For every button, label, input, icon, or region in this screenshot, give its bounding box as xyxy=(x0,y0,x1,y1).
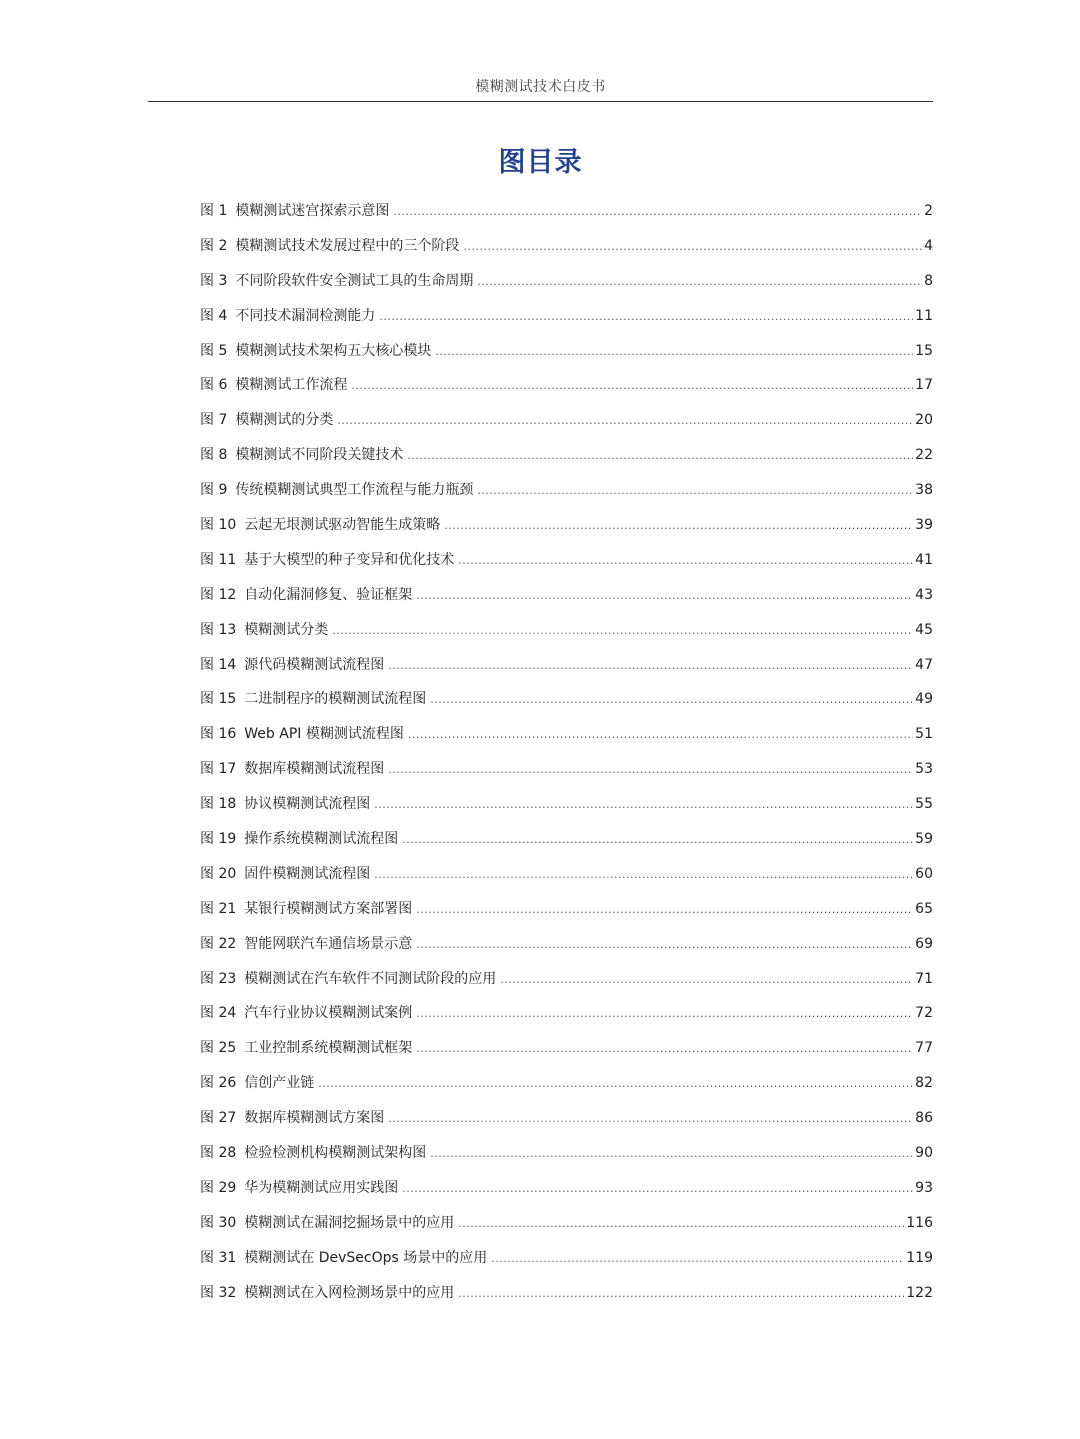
dot-leader xyxy=(416,1001,913,1027)
toc-entry-label: 图 8 xyxy=(200,447,228,464)
dot-leader xyxy=(416,583,913,609)
toc-entry[interactable] xyxy=(200,966,933,1001)
toc-entry-title: 操作系统模糊测试流程图 xyxy=(244,831,399,848)
toc-entry-label: 图 16 xyxy=(200,726,237,743)
toc-entry[interactable] xyxy=(200,582,933,617)
toc-entry[interactable] xyxy=(200,268,933,303)
running-header: 模糊测试技术白皮书 xyxy=(475,79,606,95)
toc-entry[interactable] xyxy=(200,1000,933,1035)
dot-leader xyxy=(374,792,913,818)
dot-leader xyxy=(374,862,913,888)
toc-entry-title: 基于大模型的种子变异和优化技术 xyxy=(244,551,455,568)
toc-entry[interactable] xyxy=(200,1105,933,1140)
toc-entry-page-number: 82 xyxy=(915,1075,933,1092)
dot-leader xyxy=(351,373,913,399)
dot-leader xyxy=(458,548,913,574)
toc-entry-title: 不同技术漏洞检测能力 xyxy=(235,307,376,324)
toc-entry[interactable] xyxy=(200,233,933,268)
toc-entry-title: 模糊测试在入网检测场景中的应用 xyxy=(244,1284,455,1301)
toc-entry-label: 图 27 xyxy=(200,1110,237,1127)
toc-entry-label: 图 13 xyxy=(200,621,237,638)
toc-entry-title: 汽车行业协议模糊测试案例 xyxy=(244,1005,413,1022)
toc-entry-label: 图 6 xyxy=(200,377,228,394)
toc-entry-page-number: 119 xyxy=(906,1249,933,1266)
toc-entry[interactable] xyxy=(200,931,933,966)
toc-entry[interactable] xyxy=(200,442,933,477)
toc-entry-page-number: 39 xyxy=(915,517,933,534)
toc-entry-page-number: 86 xyxy=(915,1110,933,1127)
toc-entry-title: 模糊测试迷宫探索示意图 xyxy=(235,203,390,219)
dot-leader xyxy=(337,408,913,434)
toc-entry-page-number: 72 xyxy=(915,1005,933,1022)
toc-entry-label: 图 3 xyxy=(200,272,228,289)
toc-entry-page-number: 45 xyxy=(915,621,933,638)
toc-entry-title: 检验检测机构模糊测试架构图 xyxy=(244,1145,427,1162)
toc-entry-label: 图 4 xyxy=(200,307,228,324)
toc-entry[interactable] xyxy=(200,1035,933,1070)
toc-entry-title: 云起无垠测试驱动智能生成策略 xyxy=(244,517,441,534)
dot-leader xyxy=(416,1036,913,1062)
toc-entry-label: 图 20 xyxy=(200,865,237,882)
dot-leader xyxy=(491,1246,904,1272)
dot-leader xyxy=(463,234,922,260)
header-rule xyxy=(148,101,933,102)
toc-entry-title: 模糊测试技术发展过程中的三个阶段 xyxy=(235,237,460,254)
toc-entry-title: 智能网联汽车通信场景示意 xyxy=(244,935,413,952)
toc-entry-title: 模糊测试在 DevSecOps 场景中的应用 xyxy=(244,1249,488,1266)
toc-entry-label: 图 30 xyxy=(200,1214,237,1231)
toc-entry[interactable] xyxy=(200,198,933,233)
toc-entry-page-number: 20 xyxy=(915,412,933,429)
dot-leader xyxy=(477,478,913,504)
toc-entry-page-number: 41 xyxy=(915,551,933,568)
toc-entry-page-number: 53 xyxy=(915,761,933,778)
toc-entry-label: 图 21 xyxy=(200,900,237,917)
toc-entry-page-number: 90 xyxy=(915,1145,933,1162)
toc-entry-page-number: 77 xyxy=(915,1040,933,1057)
toc-entry-page-number: 65 xyxy=(915,900,933,917)
dot-leader xyxy=(318,1071,913,1097)
toc-entry-title: 模糊测试工作流程 xyxy=(235,377,348,394)
toc-entry-page-number: 8 xyxy=(924,272,933,289)
toc-entry-label: 图 10 xyxy=(200,517,237,534)
toc-entry[interactable] xyxy=(200,407,933,442)
toc-entry[interactable] xyxy=(200,338,933,373)
toc-entry-page-number: 116 xyxy=(906,1214,933,1231)
dot-leader xyxy=(500,967,913,993)
toc-entry[interactable] xyxy=(200,896,933,931)
toc-entry-title: 传统模糊测试典型工作流程与能力瓶颈 xyxy=(235,482,474,499)
toc-entry-title: 二进制程序的模糊测试流程图 xyxy=(244,691,427,708)
toc-entry-label: 图 2 xyxy=(200,237,228,254)
toc-entry-page-number: 4 xyxy=(924,237,933,254)
toc-entry-label: 图 22 xyxy=(200,935,237,952)
toc-entry-title: 华为模糊测试应用实践图 xyxy=(244,1179,399,1196)
toc-entry[interactable] xyxy=(200,1210,933,1245)
dot-leader xyxy=(416,897,913,923)
toc-entry[interactable] xyxy=(200,826,933,861)
toc-entry-title: 源代码模糊测试流程图 xyxy=(244,656,385,673)
toc-entry-page-number: 49 xyxy=(915,691,933,708)
toc-entry-page-number: 51 xyxy=(915,726,933,743)
toc-entry-page-number: 71 xyxy=(915,970,933,987)
toc-entry-label: 图 28 xyxy=(200,1145,237,1162)
toc-entry-label: 图 17 xyxy=(200,761,237,778)
dot-leader xyxy=(388,757,913,783)
dot-leader xyxy=(402,1176,913,1202)
toc-entry-title: 数据库模糊测试方案图 xyxy=(244,1110,385,1127)
toc-entry-title: 模糊测试不同阶段关键技术 xyxy=(235,447,404,464)
toc-entry-label: 图 29 xyxy=(200,1179,237,1196)
dot-leader xyxy=(402,827,913,853)
toc-entry-title: 模糊测试在漏洞挖掘场景中的应用 xyxy=(244,1214,455,1231)
toc-entry[interactable] xyxy=(200,721,933,756)
toc-entry[interactable] xyxy=(200,617,933,652)
toc-entry-title: 不同阶段软件安全测试工具的生命周期 xyxy=(235,272,474,289)
toc-entry[interactable] xyxy=(200,1175,933,1210)
toc-entry[interactable] xyxy=(200,1245,933,1280)
toc-entry-title: 协议模糊测试流程图 xyxy=(244,796,371,813)
toc-entry-label: 图 7 xyxy=(200,412,228,429)
toc-entry[interactable] xyxy=(200,477,933,512)
toc-entry-label: 图 14 xyxy=(200,656,237,673)
toc-entry-page-number: 17 xyxy=(915,377,933,394)
toc-entry-title: 模糊测试在汽车软件不同测试阶段的应用 xyxy=(244,970,497,987)
toc-entry-label: 图 5 xyxy=(200,342,228,359)
toc-entry-page-number: 60 xyxy=(915,865,933,882)
toc-entry-label: 图 11 xyxy=(200,551,237,568)
toc-entry-page-number: 59 xyxy=(915,831,933,848)
dot-leader xyxy=(388,1106,913,1132)
dot-leader xyxy=(379,304,913,330)
toc-entry-label: 图 26 xyxy=(200,1075,237,1092)
toc-entry-page-number: 2 xyxy=(924,203,933,219)
toc-entry-page-number: 22 xyxy=(915,447,933,464)
dot-leader xyxy=(388,653,913,679)
dot-leader xyxy=(332,618,913,644)
dot-leader xyxy=(416,932,913,958)
toc-entry-label: 图 9 xyxy=(200,482,228,499)
dot-leader xyxy=(407,443,913,469)
toc-entry-label: 图 25 xyxy=(200,1040,237,1057)
dot-leader xyxy=(458,1281,904,1307)
toc-entry[interactable] xyxy=(200,652,933,687)
toc-entry-label: 图 31 xyxy=(200,1249,237,1266)
toc-entry[interactable] xyxy=(200,303,933,338)
toc-entry-label: 图 23 xyxy=(200,970,237,987)
toc-entry[interactable] xyxy=(200,512,933,547)
toc-entry-label: 图 12 xyxy=(200,586,237,603)
toc-entry-label: 图 32 xyxy=(200,1284,237,1301)
toc-entry[interactable] xyxy=(200,1140,933,1175)
toc-entry-label: 图 19 xyxy=(200,831,237,848)
toc-entry-page-number: 93 xyxy=(915,1179,933,1196)
toc-entry-label: 图 1 xyxy=(200,203,228,219)
toc-entry-title: 数据库模糊测试流程图 xyxy=(244,761,385,778)
dot-leader xyxy=(393,199,922,225)
dot-leader xyxy=(458,1211,904,1237)
dot-leader xyxy=(430,687,913,713)
toc-entry-title: 信创产业链 xyxy=(244,1075,315,1092)
dot-leader xyxy=(444,513,913,539)
figure-toc-list xyxy=(200,198,933,1315)
toc-entry[interactable] xyxy=(200,791,933,826)
toc-entry[interactable] xyxy=(200,1070,933,1105)
toc-entry-label: 图 15 xyxy=(200,691,237,708)
toc-entry[interactable] xyxy=(200,756,933,791)
toc-entry-label: 图 24 xyxy=(200,1005,237,1022)
toc-entry-label: 图 18 xyxy=(200,796,237,813)
toc-entry-title: 工业控制系统模糊测试框架 xyxy=(244,1040,413,1057)
dot-leader xyxy=(430,1141,913,1167)
toc-entry[interactable] xyxy=(200,1280,933,1315)
toc-entry[interactable] xyxy=(200,686,933,721)
toc-entry[interactable] xyxy=(200,547,933,582)
toc-entry-page-number: 47 xyxy=(915,656,933,673)
dot-leader xyxy=(477,269,922,295)
toc-entry-page-number: 15 xyxy=(915,342,933,359)
toc-entry-title: 自动化漏洞修复、验证框架 xyxy=(244,586,413,603)
toc-entry-title: 模糊测试分类 xyxy=(244,621,329,638)
page-title: 图目录 xyxy=(498,147,583,178)
toc-entry-page-number: 55 xyxy=(915,796,933,813)
toc-entry-title: 模糊测试的分类 xyxy=(235,412,334,429)
toc-entry-title: Web API 模糊测试流程图 xyxy=(244,726,404,743)
toc-entry-page-number: 43 xyxy=(915,586,933,603)
toc-entry[interactable] xyxy=(200,861,933,896)
dot-leader xyxy=(408,722,913,748)
toc-entry[interactable] xyxy=(200,372,933,407)
toc-entry-page-number: 11 xyxy=(915,307,933,324)
toc-entry-title: 模糊测试技术架构五大核心模块 xyxy=(235,342,432,359)
toc-entry-page-number: 69 xyxy=(915,935,933,952)
dot-leader xyxy=(435,339,913,365)
toc-entry-page-number: 38 xyxy=(915,482,933,499)
toc-entry-title: 固件模糊测试流程图 xyxy=(244,865,371,882)
toc-entry-title: 某银行模糊测试方案部署图 xyxy=(244,900,413,917)
toc-entry-page-number: 122 xyxy=(906,1284,933,1301)
